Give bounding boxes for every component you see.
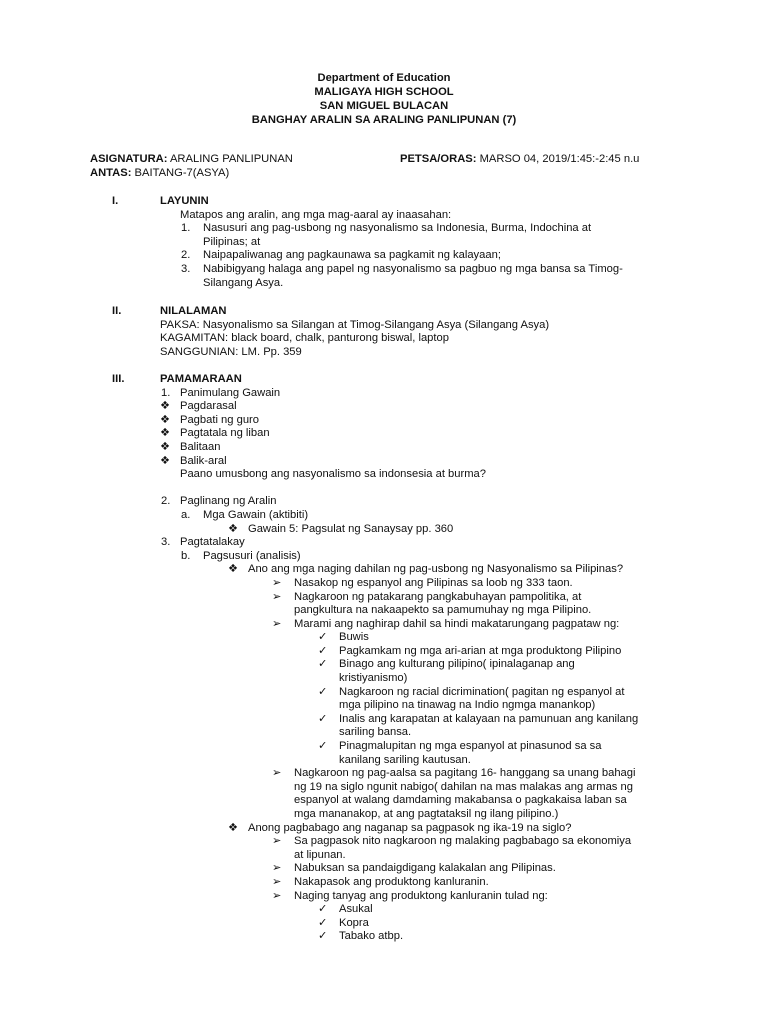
answer-4-cont: mga mananakop, at ang pagtataksil ng ilang pilipino.)	[294, 808, 559, 820]
check-item-cont: kanilang sariling kautusan.	[339, 753, 471, 766]
asignatura-value: ARALING PANLIPUNAN	[167, 153, 293, 165]
arrow-bullet-icon: ➢	[272, 862, 282, 875]
activity-item: Balitaan	[180, 440, 221, 453]
answer-2: Nagkaroon ng patakarang pangkabuhayan pampolitika, at	[294, 590, 582, 603]
answer-4-cont: ng 19 na siglo ngunit nabigo( dahilan na mas malakas ang armas ng	[294, 780, 633, 793]
info-block	[90, 153, 730, 181]
answer-q2-1: Sa pagpasok nito nagkaroon ng malaking pagbabago sa ekonomiya	[294, 835, 632, 848]
objective-2: Naipapaliwanag ang pagkaunawa sa pagkamit ng kalayaan;	[203, 249, 501, 262]
objective-3: Nabibigyang halaga ang papel ng nasyonalismo sa pagbuo ng mga bansa sa Timog-	[203, 262, 623, 275]
section-number: I.	[112, 195, 119, 207]
step-2a: Mga Gawain (aktibiti)	[203, 508, 309, 521]
check-bullet-icon: ✓	[318, 658, 328, 671]
check-item: Kopra	[339, 916, 369, 929]
list-letter: b.	[181, 549, 191, 562]
answer-4: Nagkaroon ng pag-aalsa sa pagitang 16- hanggang sa unang bahagi	[294, 767, 636, 780]
step-2: Paglinang ng Aralin	[180, 495, 277, 508]
arrow-bullet-icon: ➢	[272, 767, 282, 780]
section-number: II.	[112, 305, 122, 317]
check-item: Pagkamkam ng mga ari-arian at mga produktong Pilipino	[339, 644, 622, 657]
step-3: Pagtatalakay	[180, 536, 245, 549]
objective-1-cont: Pilipinas; at	[203, 235, 261, 248]
question-1: Ano ang mga naging dahilan ng pag-usbong ng Nasyonalismo sa Pilipinas?	[248, 563, 624, 576]
activity-item: Pagbati ng guro	[180, 413, 259, 426]
check-item: Binago ang kulturang pilipino( ipinalaganap ang	[339, 658, 575, 671]
arrow-bullet-icon: ➢	[272, 576, 282, 589]
asignatura	[90, 153, 293, 167]
check-item: Buwis	[339, 631, 369, 644]
answer-q2-2: Nabuksan sa pandaigdigang kalakalan ang Pilipinas.	[294, 862, 556, 875]
paksa: PAKSA: Nasyonalismo sa Silangan at Timog-Silangang Asya (Silangang Asya)	[160, 318, 550, 331]
check-bullet-icon: ✓	[318, 685, 328, 698]
list-number: 2.	[181, 249, 191, 262]
step-3b: Pagsusuri (analisis)	[203, 549, 301, 562]
diamond-bullet-icon: ❖	[228, 563, 239, 576]
check-item-cont: sariling bansa.	[339, 726, 412, 739]
answer-2-cont: pangkultura na nakaapekto sa pamumuhay ng mga Pilipino.	[294, 604, 592, 617]
antas-value: BAITANG-7(ASYA)	[131, 167, 230, 179]
document-header	[0, 72, 768, 128]
arrow-bullet-icon: ➢	[272, 875, 282, 888]
check-bullet-icon: ✓	[318, 916, 328, 929]
answer-q2-1-cont: at lipunan.	[294, 848, 346, 861]
section-number: III.	[112, 373, 125, 385]
petsa-label: PETSA/ORAS:	[400, 153, 477, 165]
header-school: MALIGAYA HIGH SCHOOL	[314, 86, 454, 98]
check-bullet-icon: ✓	[318, 631, 328, 644]
diamond-bullet-icon: ❖	[228, 522, 239, 535]
list-number: 3.	[161, 536, 171, 549]
section-title: LAYUNIN	[160, 195, 209, 207]
sanggunian: SANGGUNIAN: LM. Pp. 359	[160, 345, 302, 358]
section-layunin	[0, 195, 768, 290]
check-item: Inalis ang karapatan at kalayaan na pamunuan ang kanilang	[339, 712, 639, 725]
check-item: Asukal	[339, 903, 373, 916]
check-item-cont: mga pilipino na tinawag na Indio ngmga manankop)	[339, 699, 596, 712]
list-number: 3.	[181, 262, 191, 275]
header-department: Department of Education	[317, 72, 451, 84]
header-title: BANGHAY ARALIN SA ARALING PANLIPUNAN (7)	[251, 114, 517, 126]
check-bullet-icon: ✓	[318, 740, 328, 753]
check-item: Tabako atbp.	[339, 930, 404, 943]
check-bullet-icon: ✓	[318, 712, 328, 725]
asignatura-label: ASIGNATURA:	[90, 153, 168, 165]
arrow-bullet-icon: ➢	[272, 617, 282, 630]
list-letter: a.	[181, 508, 191, 521]
list-number: 1.	[181, 222, 191, 235]
objective-1: Nasusuri ang pag-usbong ng nasyonalismo sa Indonesia, Burma, Indochina at	[203, 222, 592, 235]
answer-3: Marami ang naghirap dahil sa hindi makatarungang pagpataw ng:	[294, 617, 620, 630]
list-number: 1.	[161, 386, 171, 399]
petsa-value: MARSO 04, 2019/1:45:-2:45 n.u	[476, 153, 640, 165]
check-bullet-icon: ✓	[318, 930, 328, 943]
answer-q2-3: Nakapasok ang produktong kanluranin.	[294, 875, 489, 888]
diamond-bullet-icon: ❖	[160, 440, 171, 453]
section-title: NILALAMAN	[160, 305, 227, 317]
antas	[90, 167, 229, 181]
diamond-bullet-icon: ❖	[160, 413, 171, 426]
activity-item: Balik-aral	[180, 454, 227, 467]
gawain-5: Gawain 5: Pagsulat ng Sanaysay pp. 360	[248, 522, 454, 535]
answer-4-cont: espanyol at walang damdaming makabansa o pagkakaisa laban sa	[294, 794, 627, 807]
activity-item: Pagtatala ng liban	[180, 427, 270, 440]
check-item-cont: kristiyanismo)	[339, 672, 408, 685]
section-title: PAMAMARAAN	[160, 373, 242, 385]
section-nilalaman	[0, 305, 768, 359]
answer-q2-4: Naging tanyag ang produktong kanluranin tulad ng:	[294, 889, 548, 902]
check-item: Nagkaroon ng racial dicrimination( pagitan ng espanyol at	[339, 685, 625, 698]
check-bullet-icon: ✓	[318, 644, 328, 657]
arrow-bullet-icon: ➢	[272, 835, 282, 848]
step-1: Panimulang Gawain	[180, 386, 281, 399]
diamond-bullet-icon: ❖	[160, 427, 171, 440]
section-pamamaraan	[0, 373, 768, 944]
diamond-bullet-icon: ❖	[228, 821, 239, 834]
arrow-bullet-icon: ➢	[272, 889, 282, 902]
balik-aral-question: Paano umusbong ang nasyonalismo sa indonsesia at burma?	[180, 468, 486, 481]
activity-item: Pagdarasal	[180, 400, 237, 413]
diamond-bullet-icon: ❖	[160, 454, 171, 467]
petsa	[400, 153, 639, 167]
antas-label: ANTAS:	[90, 167, 132, 179]
check-item: Pinagmalupitan ng mga espanyol at pinasunod sa sa	[339, 740, 602, 753]
kagamitan: KAGAMITAN: black board, chalk, panturong biswal, laptop	[160, 332, 449, 345]
diamond-bullet-icon: ❖	[160, 400, 171, 413]
arrow-bullet-icon: ➢	[272, 590, 282, 603]
list-number: 2.	[161, 495, 171, 508]
answer-1: Nasakop ng espanyol ang Pilipinas sa loob ng 333 taon.	[294, 576, 573, 589]
header-location: SAN MIGUEL BULACAN	[319, 100, 449, 112]
objective-3-cont: Silangang Asya.	[203, 276, 284, 289]
question-2: Anong pagbabago ang naganap sa pagpasok ng ika-19 na siglo?	[248, 821, 572, 834]
layunin-intro: Matapos ang aralin, ang mga mag-aaral ay inaasahan:	[180, 208, 452, 221]
check-bullet-icon: ✓	[318, 903, 328, 916]
